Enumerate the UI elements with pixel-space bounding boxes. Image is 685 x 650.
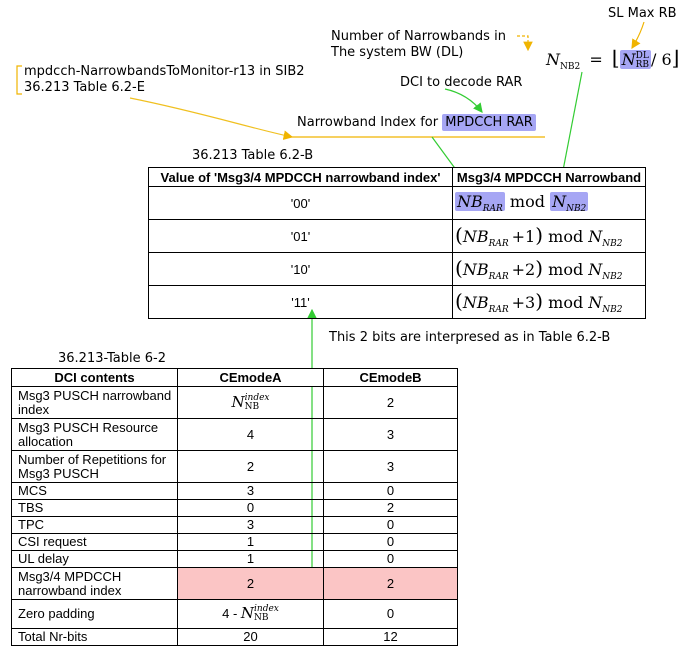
table-row (149, 220, 646, 253)
sib2-curve-arrow (130, 98, 292, 137)
table-b-formula: $(NB_{RAR} +3)$ mod $N_{NB2}$ (453, 286, 646, 319)
dci-field: TPC (12, 517, 178, 534)
table-62-header-cemodeb: CEmodeB (324, 369, 458, 387)
table-row (149, 253, 646, 286)
dci-field: TBS (12, 500, 178, 517)
sl-max-rb-label: SL Max RB (608, 6, 677, 21)
table-row (12, 483, 458, 500)
cemodeb-value: 3 (324, 419, 458, 451)
dci-field: Msg3 PUSCH Resource allocation (12, 419, 178, 451)
nb2-formula: $N_{NB2}$ = ⌊ N DL RB / 6⌋ (546, 46, 680, 73)
sl-max-rb-arrow (632, 22, 644, 48)
sib2-label-2: 36.213 Table 6.2-E (24, 80, 145, 95)
table-6-2 (11, 368, 458, 646)
table-row (12, 419, 458, 451)
cemodea-value: 3 (178, 517, 324, 534)
table-b-value: '00' (149, 187, 453, 220)
sib2-bracket (17, 66, 22, 94)
table-row (12, 534, 458, 551)
table-b-header-value: Value of 'Msg3/4 MPDCCH narrowband index' (149, 168, 453, 187)
dci-field: Msg3/4 MPDCCH narrowband index (12, 568, 178, 600)
cemodea-value: 0 (178, 500, 324, 517)
mpdcch-rar-highlight: MPDCCH RAR (442, 114, 536, 131)
cemodea-value: 2 (178, 451, 324, 483)
num-narrowbands-label-1: Number of Narrowbands in (331, 29, 506, 44)
table-b-formula: $NB_{RAR}$ mod $N_{NB2}$ (453, 187, 646, 220)
table-row (12, 551, 458, 568)
cemodea-value: 4 - N index NB (178, 600, 324, 629)
cemodeb-value: 2 (324, 500, 458, 517)
dci-field: Number of Repetitions for Msg3 PUSCH (12, 451, 178, 483)
cemodeb-value: 3 (324, 451, 458, 483)
cemodeb-value: 0 (324, 517, 458, 534)
table-row (149, 286, 646, 319)
table-6-2-b (148, 167, 646, 319)
table-b-header-narrowband: Msg3/4 MPDCCH Narrowband (453, 168, 646, 187)
table-b-formula: $(NB_{RAR} +2)$ mod $N_{NB2}$ (453, 253, 646, 286)
table-b-value: '01' (149, 220, 453, 253)
cemodea-value: N index NB (178, 387, 324, 419)
table-row (12, 500, 458, 517)
table-row (12, 451, 458, 483)
dci-field: CSI request (12, 534, 178, 551)
narrowband-index-label: Narrowband Index for MPDCCH RAR (297, 115, 536, 130)
cemodea-value: 2 (178, 568, 324, 600)
dci-field: Msg3 PUSCH narrowband index (12, 387, 178, 419)
table-b-formula: $(NB_{RAR} +1)$ mod $N_{NB2}$ (453, 220, 646, 253)
dci-field: Total Nr-bits (12, 629, 178, 646)
dci-field: UL delay (12, 551, 178, 568)
table-row (12, 387, 458, 419)
interpret-note: This 2 bits are interpresed as in Table 6.2-B (329, 330, 611, 345)
table-62-header-cemodea: CEmodeA (178, 369, 324, 387)
narrowbands-dashed-arrow (517, 36, 528, 50)
table-row (12, 600, 458, 629)
num-narrowbands-label-2: The system BW (DL) (331, 45, 464, 60)
dci-field: MCS (12, 483, 178, 500)
cemodeb-value: 0 (324, 534, 458, 551)
table-row (149, 187, 646, 220)
cemodea-value: 1 (178, 551, 324, 568)
table-row (12, 629, 458, 646)
cemodea-value: 3 (178, 483, 324, 500)
cemodea-value: 20 (178, 629, 324, 646)
table-62-header-dci: DCI contents (12, 369, 178, 387)
dci-decode-arrow (445, 89, 482, 112)
dci-field: Zero padding (12, 600, 178, 629)
cemodea-value: 1 (178, 534, 324, 551)
table-b-value: '10' (149, 253, 453, 286)
cemodeb-value: 2 (324, 568, 458, 600)
cemodeb-value: 0 (324, 600, 458, 629)
cemodeb-value: 0 (324, 483, 458, 500)
table-b-caption: 36.213 Table 6.2-B (192, 148, 314, 163)
dci-decode-rar-label: DCI to decode RAR (400, 75, 523, 90)
cemodea-value: 4 (178, 419, 324, 451)
table-row-highlighted (12, 568, 458, 600)
table-62-caption: 36.213-Table 6-2 (58, 351, 166, 366)
cemodeb-value: 12 (324, 629, 458, 646)
sib2-label-1: mpdcch-NarrowbandsToMonitor-r13 in SIB2 (24, 64, 305, 79)
table-b-value: '11' (149, 286, 453, 319)
cemodeb-value: 0 (324, 551, 458, 568)
table-row (12, 517, 458, 534)
cemodeb-value: 2 (324, 387, 458, 419)
